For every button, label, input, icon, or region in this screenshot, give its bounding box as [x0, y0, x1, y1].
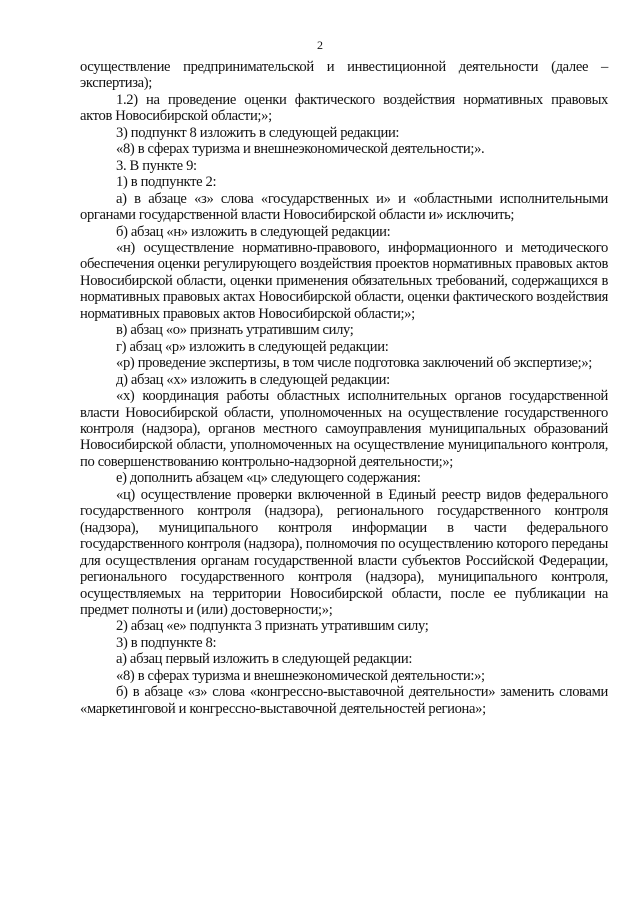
paragraph: «ц) осуществление проверки включенной в Единый реестр видов федерального государственного контроля (надзора), регионального государственного контроля (надзора), муниципального контроля информации в части федерального государственного контроля (надзора), полномочия по осуществлению которого переданы для осуществления органам государственной власти субъектов Российской Федерации, регионального государственного контроля (надзора), муниципального контроля, осуществляемых на территории Новосибирской области, после ее публикации на предмет полноты и (или) достоверности;»;: [80, 486, 608, 618]
paragraph: 3. В пункте 9:: [116, 157, 197, 174]
paragraph: 3) в подпункте 8:: [116, 634, 217, 651]
document-body: [80, 59, 608, 717]
paragraph: «х) координация работы областных исполнительных органов государственной власти Новосибирской области, уполномоченных на осуществление государственного контроля (надзора), органов местного самоуправления муниципальных образований Новосибирской области, уполномоченных на осуществление муниципального контроля, по совершенствованию контрольно-надзорной деятельности;»;: [80, 388, 608, 470]
paragraph: 3) подпункт 8 изложить в следующей редакции:: [116, 124, 400, 141]
paragraph: 1) в подпункте 2:: [116, 174, 217, 191]
paragraph: 2) абзац «е» подпункта 3 признать утратившим силу;: [116, 618, 429, 635]
paragraph: а) абзац первый изложить в следующей редакции:: [116, 651, 413, 668]
paragraph: б) в абзаце «з» слова «конгрессно-выставочной деятельности» заменить словами «маркетинговой и конгрессно-выставочной деятельностей региона»;: [80, 684, 608, 717]
paragraph: 1.2) на проведение оценки фактического воздействия нормативных правовых актов Новосибирской области;»;: [80, 91, 608, 125]
paragraph: «н) осуществление нормативно-правового, информационного и методического обеспечения оценки регулирующего воздействия проектов нормативных правовых актов Новосибирской области, оценки применения обязательных требований, содержащихся в нормативных правовых актах Новосибирской области, оценки фактического воздействия нормативных правовых актов Новосибирской области;»;: [80, 239, 608, 322]
paragraph: б) абзац «н» изложить в следующей редакции:: [116, 223, 391, 240]
paragraph: «8) в сферах туризма и внешнеэкономической деятельности:»;: [116, 667, 485, 684]
paragraph-continuation: осуществление предпринимательской и инвестиционной деятельности (далее – экспертиза);: [80, 59, 608, 92]
paragraph: в) абзац «о» признать утратившим силу;: [116, 322, 354, 339]
paragraph: а) в абзаце «з» слова «государственных и» и «областными исполнительными органами государственной власти Новосибирской области и» исключить;: [80, 190, 608, 224]
paragraph: г) абзац «р» изложить в следующей редакции:: [116, 338, 389, 355]
paragraph: «8) в сферах туризма и внешнеэкономической деятельности;».: [116, 141, 485, 158]
paragraph: «р) проведение экспертизы, в том числе подготовка заключений об экспертизе;»;: [116, 355, 592, 372]
paragraph: д) абзац «х» изложить в следующей редакции:: [116, 371, 390, 388]
page-number: 2: [317, 38, 323, 52]
paragraph: е) дополнить абзацем «ц» следующего содержания:: [116, 470, 421, 487]
